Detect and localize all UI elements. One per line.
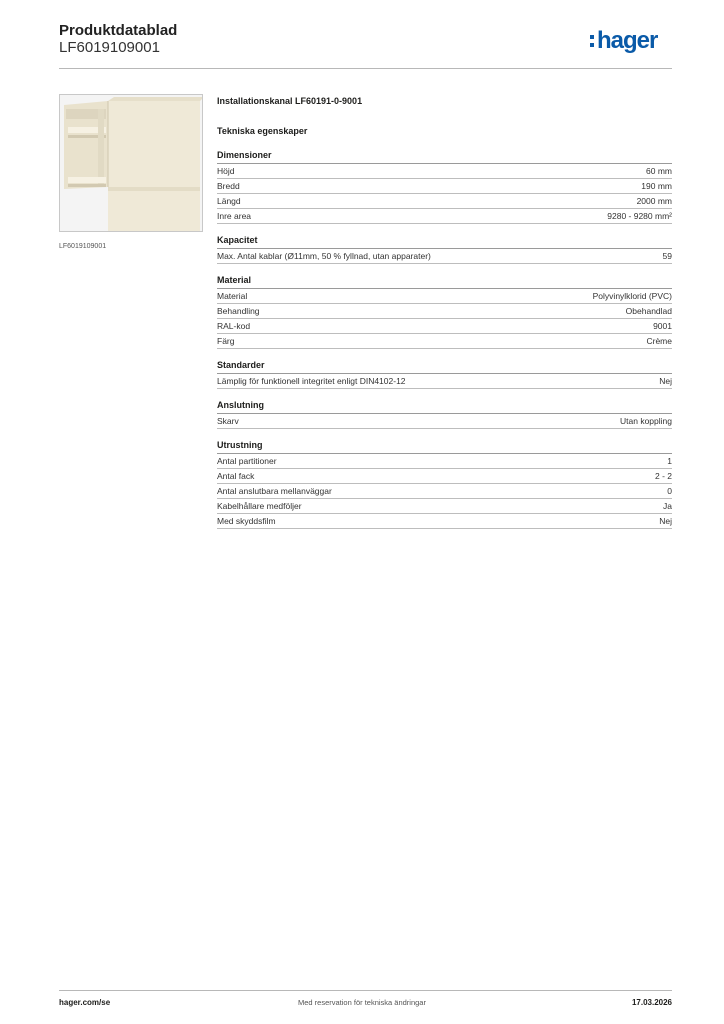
spec-row (217, 414, 672, 429)
spec-value: Nej (659, 376, 672, 386)
spec-row (217, 499, 672, 514)
spec-value: 60 mm (646, 166, 672, 176)
spec-row (217, 319, 672, 334)
spec-group-title: Dimensioner (217, 148, 672, 164)
spec-value: Ja (663, 501, 672, 511)
section-heading: Tekniska egenskaper (217, 126, 308, 136)
spec-group-title: Anslutning (217, 398, 672, 414)
logo-wordmark: hager (597, 27, 658, 54)
spec-row (217, 249, 672, 264)
spec-group (217, 148, 672, 224)
footer-website: hager.com/se (59, 998, 111, 1007)
spec-value: 2 - 2 (654, 471, 672, 481)
spec-row (217, 334, 672, 349)
spec-label: Färg (217, 336, 235, 346)
spec-label: Lämplig för funktionell integritet enligt DIN4102-12 (217, 376, 406, 386)
spec-group (217, 438, 672, 529)
spec-row (217, 179, 672, 194)
spec-value: 59 (662, 251, 672, 261)
spec-label: Behandling (217, 306, 260, 316)
spec-row (217, 304, 672, 319)
document-subtitle: LF6019109001 (59, 39, 160, 56)
cable-duct-illustration (60, 95, 203, 232)
spec-group-title: Kapacitet (217, 233, 672, 249)
spec-label: Material (217, 291, 248, 301)
spec-row (217, 484, 672, 499)
spec-row (217, 194, 672, 209)
spec-label: Antal partitioner (217, 456, 277, 466)
spec-value: 1 (667, 456, 672, 466)
spec-row (217, 164, 672, 179)
document-title: Produktdatablad (59, 22, 178, 39)
spec-row (217, 289, 672, 304)
spec-label: Kabelhållare medföljer (217, 501, 302, 511)
product-image (59, 94, 203, 232)
spec-row (217, 374, 672, 389)
footer-divider (59, 990, 672, 991)
spec-row (217, 454, 672, 469)
spec-value: 2000 mm (636, 196, 672, 206)
spec-group-title: Material (217, 273, 672, 289)
spec-group-title: Standarder (217, 358, 672, 374)
spec-label: Inre area (217, 211, 252, 221)
spec-group (217, 358, 672, 389)
footer-date: 17.03.2026 (631, 998, 672, 1007)
spec-label: Längd (217, 196, 241, 206)
spec-row (217, 469, 672, 484)
product-name: Installationskanal LF60191-0-9001 (217, 96, 363, 106)
spec-group-title: Utrustning (217, 438, 672, 454)
spec-groups (217, 148, 672, 529)
spec-group (217, 233, 672, 264)
spec-group (217, 273, 672, 349)
product-image-caption: LF6019109001 (59, 243, 107, 250)
spec-label: Skarv (217, 416, 239, 426)
spec-row (217, 209, 672, 224)
spec-label: Bredd (217, 181, 240, 191)
spec-label: RAL-kod (217, 321, 251, 331)
header-divider (59, 68, 672, 69)
spec-label: Max. Antal kablar (Ø11mm, 50 % fyllnad, utan apparater) (217, 251, 431, 261)
spec-value: 9280 - 9280 mm² (607, 211, 672, 221)
spec-value: 190 mm (641, 181, 672, 191)
spec-value: 9001 (653, 321, 672, 331)
spec-value: Utan koppling (620, 416, 672, 426)
spec-value: Obehandlad (625, 306, 672, 316)
spec-value: Nej (659, 516, 672, 526)
spec-label: Höjd (217, 166, 235, 176)
spec-label: Antal fack (217, 471, 255, 481)
spec-label: Med skyddsfilm (217, 516, 276, 526)
spec-content (217, 96, 672, 538)
footer-disclaimer: Med reservation för tekniska ändringar (298, 998, 426, 1007)
logo-dots (590, 35, 594, 51)
spec-group (217, 398, 672, 429)
spec-label: Antal anslutbara mellanväggar (217, 486, 332, 496)
spec-value: 0 (667, 486, 672, 496)
spec-value: Crème (646, 336, 672, 346)
spec-value: Polyvinylklorid (PVC) (592, 291, 672, 301)
spec-row (217, 514, 672, 529)
